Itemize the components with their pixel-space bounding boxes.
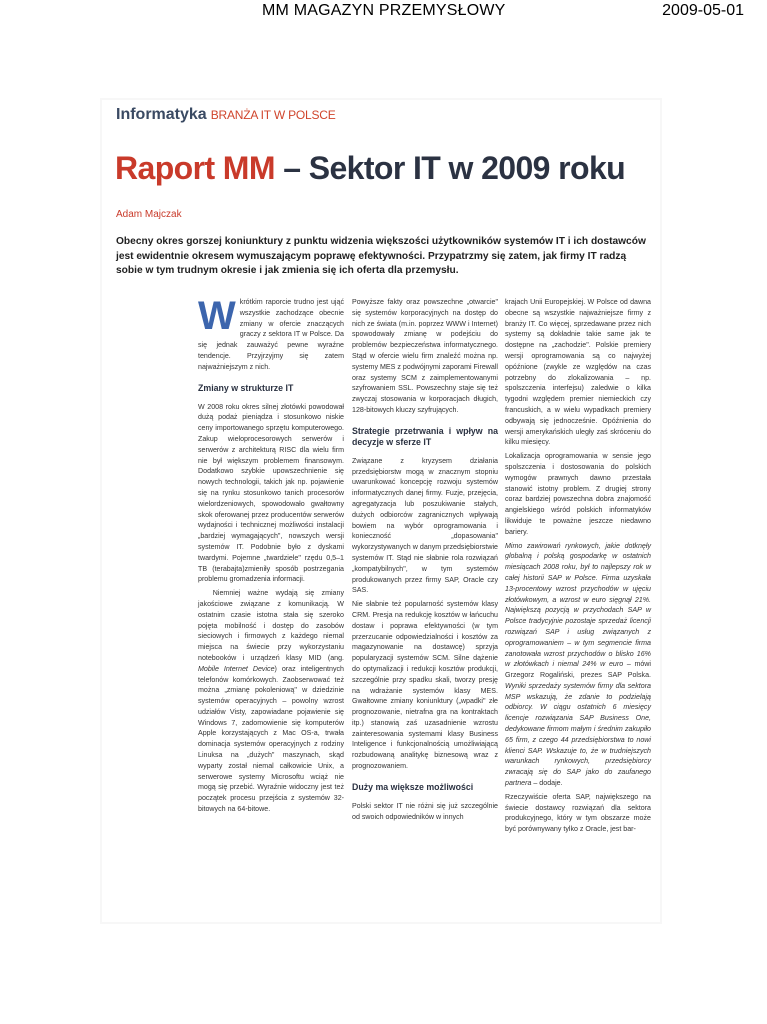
paragraph-text: Niemniej ważne wydają się zmiany jakościowe związane z komunikacją. W ostatnim czasie istotna stała się szeroko pojęta mobilność i dostęp do zasobów sieciowych i firmowych z każdego niemal miejsca na świecie przy wykorzystaniu notebooków i urządzeń klasy MID (ang. (198, 589, 344, 662)
paragraph: Nie słabnie też popularność systemów klasy CRM. Presja na redukcję kosztów w łańcuchu dostaw i poprawa efektywności (w tym przerzucanie odpowiedzialności i kosztów za magazynowanie na dostawcę) sprzyja popularyzacji systemów SCM. Silne dążenie do optymalizacji i redukcji kosztów produkcji, szczególnie przy spadku skali, tworzy presję na wdrażanie systemów klasy MES. Gwałtowne zmiany koniunktury („wpadki" złe prognozowanie, nietrafna gra na kontraktach itp.) stanowią zaś uzasadnienie wzrostu zainteresowania systemami klasy Business Inteligence i funkcjonalnością umożliwiającą rozbudowaną analitykę biznesową wraz z prognozowaniem. (352, 600, 498, 771)
paragraph-text: – dodaje. (531, 779, 563, 788)
subheading: Strategie przetrwania i wpływ na decyzje w sferze IT (352, 425, 498, 447)
text-column-2 (352, 297, 498, 825)
article-lead: Obecny okres gorszej koniunktury z punktu widzenia większości użytkowników systemów IT i ich dostawców jest ewidentnie okresem wymuszającym poprawę efektywności. Przypatrzmy się zatem, jak firmy IT radzą sobie w tym trudnym okresie i jak zmienia się ich oferta dla przemysłu. (116, 236, 646, 276)
drop-cap: W (198, 294, 236, 338)
paragraph: W 2008 roku okres silnej złotówki powodował dużą podaż pieniądza i stosunkowo niskie ceny importowanego sprzętu komputerowego. Zakup wieloprocesorowych serwerów i serwerów z architekturą RISC dla wielu firm nie był większym problemem finansowym. Dodatkowo szybkie upowszechnienie się nowych technologii, takich jak np. pojawienie się na rynku stosunkowo tanich procesorów wielordzeniowych, spowodowało gwałtowny skok oferowanej przez producentów serwerów wydajności i technicznej możliwości instalacji „bardziej wymagających", nowszych wersji systemów IT. Podobnie było z dyskami twardymi. Pojemne „twardziele" rzędu 0,5–1 TB (terabajta)zmieniły sposób postrzegania problemu gromadzenia informacji. (198, 402, 344, 584)
clipping-date: 2009-05-01 (662, 2, 744, 19)
text-column-1 (198, 294, 344, 818)
title-part-red: Raport MM (115, 150, 275, 186)
magazine-page (102, 100, 660, 922)
italic-text: Mobile Internet Device (198, 664, 275, 673)
quote-text: Mimo zawirowań rynkowych, jakie dotknęły globalną i polską gospodarkę w ostatnich miesiącach 2008 roku, był to najlepszy rok w całej historii SAP w Polsce. Firma uzyskała 13-procentowy wzrost przychodów w ujęciu złotówkowym, a wzrost w euro sięgnął 21%. Największą pozycją w przychodach SAP w Polsce tradycyjnie pozostaje sprzedaż licencji rozwiązań SAP i usług związanych z oprogramowaniem – w tym segmencie firma zanotowała wzrost przychodów o blisko 16% w złotówkach i niemal 24% w euro (505, 541, 651, 669)
source-name: MM MAGAZYN PRZEMYSŁOWY (262, 2, 506, 19)
subheading: Duży ma większe możliwości (352, 781, 474, 792)
paragraph-text: – mówi Grzegorz Rogaliński, prezes SAP Polska. (505, 660, 651, 680)
article-author: Adam Majczak (116, 209, 182, 220)
paragraph (198, 588, 344, 815)
subheading: Zmiany w strukturze IT (198, 382, 294, 393)
paragraph-text: ) oraz inteligentnych telefonów komórkowych. Zaobserwować też można „zmianę pokoleniową" w dziedzinie systemów operacyjnych – powolny wzrost udziałów Visty, zapowiadane pojawienie się Windows 7, zadomowienie się komputerów Apple korzystających z Mac OS-a, trwała dominacja systemów operacyjnych z rodziny Linuksa na „dużych" maszynach, skąd wyparty został niemal całkowicie Unix, a serwerowe systemy Microsoftu wciąż nie mogą się przebić. Wyraźnie widoczny jest też początek procesu przejścia z systemów 32-bitowych na 64-bitowe. (198, 664, 344, 814)
paragraph: Rzeczywiście oferta SAP, największego na świecie dostawcy rozwiązań dla sektora produkcyjnego, który w tym obszarze może być porównywany tylko z Oracle, jest bar- (505, 792, 651, 834)
section-header (116, 106, 336, 124)
paragraph: Powyższe fakty oraz powszechne „otwarcie" się systemów korporacyjnych na dostęp do nich ze świata (m.in. poprzez WWW i Internet) spowodowały zmianę w podejściu do problemów bezpieczeństwa informatycznego. Stąd w ofercie wielu firm znaleźć można np. systemy MES z podwójnymi zaporami Firewall oraz systemy SCM z zaimplementowanymi szyfrowaniem SSL. Powszechny staje się też zwyczaj stosowania w korporacjach długich, 128-bitowych kluczy szyfrujących. (352, 298, 498, 414)
paragraph: krajach Unii Europejskiej. W Polsce od dawna obecne są wszystkie najważniejsze firmy z branży IT. Co więcej, sprzedawane przez nich systemy są dokładnie takie same jak te dostępne na „zachodzie". Polskie premiery wersji oprogramowania są co najwyżej opóźnione (zwykle ze względów na czas potrzebny do zlokalizowania – np. spolszczenia interfejsu) zaledwie o kilka tygodni względem premier niemieckich czy francuskich, a w wielu wypadkach premiery odbywają się jednocześnie. Opóźnienia do wersji amerykańskich uległy zaś skróceniu do kilku miesięcy. (505, 298, 651, 447)
text-column-3 (505, 297, 651, 838)
quote-text: Wyniki sprzedaży systemów firmy dla sektora MSP wskazują, że zdanie to podzielają odbiorcy. W ciągu ostatnich 6 miesięcy licencje rozwiązania SAP Business One, dedykowane firmom małym i średnim zakupiło 65 firm, z czego 44 przedsiębiorstwa to nowi klienci SAP. Wskazuje to, że w trudniejszych warunkach rynkowych, przedsiębiorcy zwracają się do SAP jako do zaufanego partnera (505, 681, 651, 788)
paragraph: Związane z kryzysem działania przedsiębiorstw mogą w znacznym stopniu uwarunkować koncepcję rozwoju systemów informatycznych danej firmy. Fuzje, przejęcia, agregatyzacja lub poszukiwanie stałych, dużych odbiorców zagranicznych wpływają bowiem na wybór oprogramowania i konieczność „dopasowania" wykorzystywanych w danym przedsiębiorstwie systemów IT. Stąd nie słabnie rola rozwiązań „kompatybilnych", w tym systemów produkowanych przez firmy SAP, Oracle czy SAS. (352, 456, 498, 595)
paragraph: Polski sektor IT nie różni się już szczególnie od swoich odpowiedników w innych (352, 801, 498, 821)
section-name: Informatyka (116, 106, 207, 123)
title-part-dark: – Sektor IT w 2009 roku (274, 150, 626, 186)
paragraph: Lokalizacja oprogramowania w sensie jego spolszczenia i dostosowania do polskich wymogów prawnych dawno przestała stanowić istotny problem. Z drugiej strony coraz bardziej powszechna dobra znajomość angielskiego wśród polskich informatyków likwiduje te poważne jeszcze niedawno bariery. (505, 452, 651, 536)
section-subsection: BRANŻA IT W POLSCE (210, 108, 336, 122)
paragraph (505, 541, 651, 789)
paragraph-text: krótkim raporcie trudno jest ująć wszystkie zachodzące obecnie zmiany w ofercie znaczących graczy z sektora IT w Polsce. Da się jednak zauważyć pewne wyraźne tendencje. Przyjrzyjmy się zatem najważniejszym z nich. (198, 298, 344, 371)
article-title (115, 150, 625, 187)
paragraph (198, 294, 344, 373)
clipping-header (0, 0, 767, 28)
